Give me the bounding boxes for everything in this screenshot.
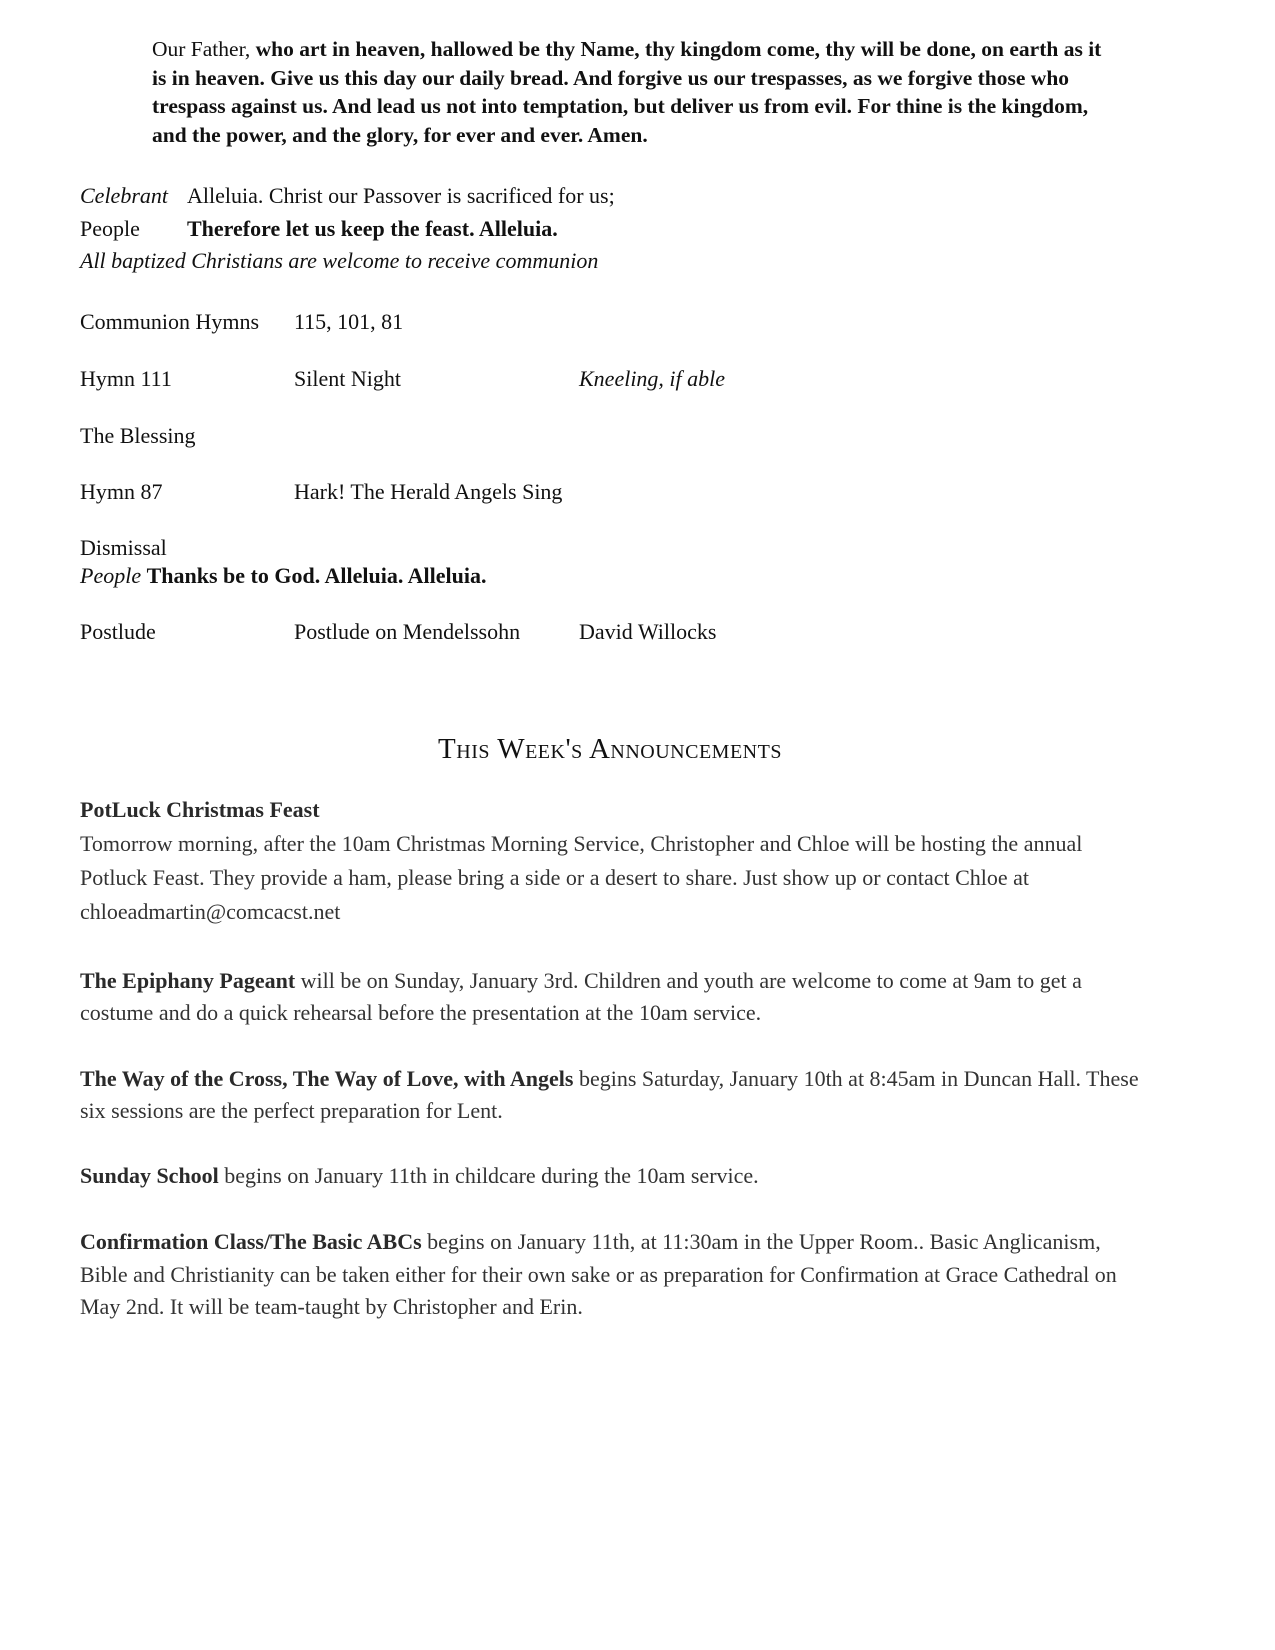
announcement-text: begins Saturday, January 10th at 8:45am in Duncan Hall. These six sessions are the perfect preparation for Lent.: [80, 1066, 1139, 1123]
order-title: Hark! The Herald Angels Sing: [294, 479, 563, 504]
order-label: Postlude: [80, 619, 156, 644]
order-label: Dismissal: [80, 535, 167, 560]
announcement-item: [80, 793, 1145, 929]
order-note: David Willocks: [579, 619, 717, 644]
announcement-text: Tomorrow morning, after the 10am Christmas Morning Service, Christopher and Chloe will be hosting the annual Potluck Feast. They provide a ham, please bring a side or a desert to share. Just show up or contact Chloe at chloeadmartin@comcacst.net: [80, 831, 1083, 924]
announcement-text: begins on January 11th, at 11:30am in the Upper Room.. Basic Anglicanism, Bible and Christianity can be taken either for their own sake or as preparation for Confirmation at Grace Cathedral on May 2nd. It will be team-taught by Christopher and Erin.: [80, 1229, 1117, 1319]
announcement-item: [80, 1063, 1150, 1127]
order-note: Kneeling, if able: [579, 366, 726, 391]
announcement-title: The Way of the Cross, The Way of Love, with Angels: [80, 1066, 574, 1091]
order-label: The Blessing: [80, 423, 196, 448]
announcement-title: Sunday School: [80, 1163, 219, 1188]
announcement-item: [80, 1160, 1145, 1192]
dismissal-response: [80, 561, 486, 591]
order-title: Postlude on Mendelssohn: [294, 619, 521, 644]
dismissal-response-text: Thanks be to God. Alleluia. Alleluia.: [146, 563, 487, 588]
order-title: Silent Night: [294, 366, 401, 391]
order-label: Hymn 111: [80, 366, 172, 391]
lords-prayer: [152, 35, 1117, 149]
announcements-heading: This Week's Announcements: [438, 733, 782, 765]
announcement-title: PotLuck Christmas Feast: [80, 797, 320, 822]
communion-note-text: All baptized Christians are welcome to receive communion: [80, 248, 599, 273]
prayer-intro: Our Father,: [152, 37, 256, 61]
dismissal-people-label: People: [80, 563, 142, 588]
order-label: Hymn 87: [80, 479, 163, 504]
people-label: People: [80, 216, 140, 241]
announcement-text: will be on Sunday, January 3rd. Children and youth are welcome to come at 9am to get a costume and do a quick rehearsal before the presentation at the 10am service.: [80, 968, 1082, 1025]
celebrant-text: Alleluia. Christ our Passover is sacrificed for us;: [187, 183, 615, 208]
announcement-title: The Epiphany Pageant: [80, 968, 296, 993]
order-label: Communion Hymns: [80, 309, 260, 334]
announcement-item: [80, 1226, 1120, 1324]
prayer-text: who art in heaven, hallowed be thy Name, thy kingdom come, thy will be done, on earth as it is in heaven. Give us this day our daily bread. And forgive us our trespasses, as we forgive those who trespass against us. And lead us not into temptation, but deliver us from evil. For thine is the kingdom, and the power, and the glory, for ever and ever. Amen.: [152, 37, 1102, 147]
people-text: Therefore let us keep the feast. Alleluia.: [187, 216, 558, 241]
announcement-title: Confirmation Class/The Basic ABCs: [80, 1229, 422, 1254]
announcement-item: [80, 965, 1145, 1029]
celebrant-label: Celebrant: [80, 183, 168, 208]
order-title: 115, 101, 81: [294, 309, 404, 334]
communion-note: [80, 246, 598, 276]
announcement-text: begins on January 11th in childcare during the 10am service.: [218, 1163, 759, 1188]
